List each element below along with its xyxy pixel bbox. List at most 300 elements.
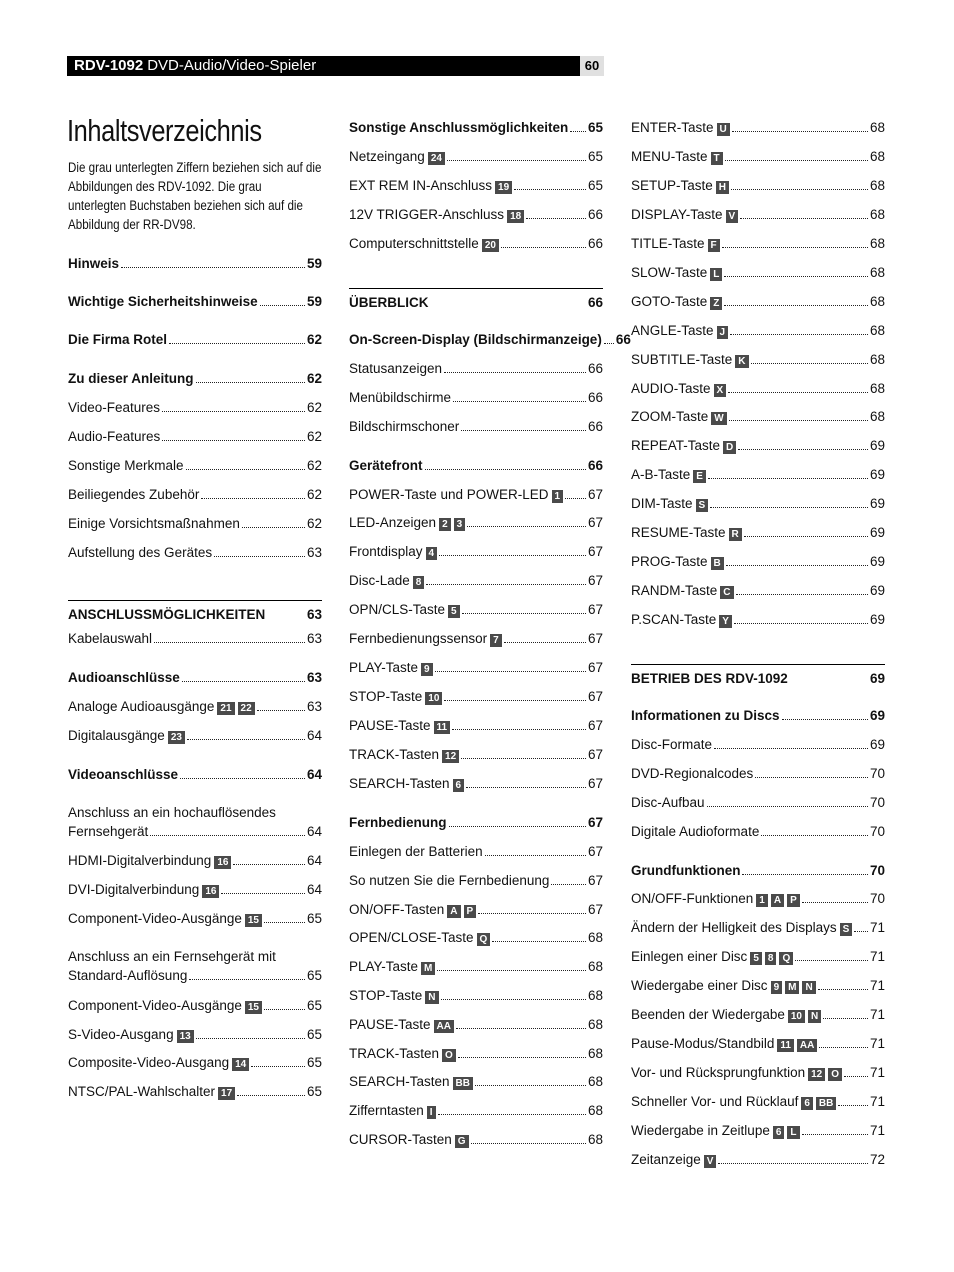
toc-entry-title: Beenden der Wiedergabe — [631, 1007, 785, 1022]
toc-page-number: 69 — [869, 525, 885, 540]
toc-page-number: 68 — [587, 1046, 603, 1061]
dot-leader — [467, 526, 586, 527]
dot-leader — [722, 247, 868, 248]
dot-leader — [251, 1066, 305, 1067]
toc-entry-title: Grundfunktionen — [631, 863, 741, 878]
dot-leader — [475, 1085, 586, 1086]
figure-reference-badge: 11 — [777, 1039, 794, 1052]
toc-page-number: 64 — [306, 728, 322, 743]
toc-entry[interactable] — [68, 331, 322, 349]
toc-entry[interactable] — [631, 119, 885, 137]
model-name: RDV-1092 — [74, 57, 144, 74]
dot-leader — [453, 401, 586, 402]
toc-page-number: 59 — [306, 294, 322, 309]
dot-leader — [196, 1038, 305, 1039]
toc-entry-title: Videoanschlüsse — [68, 767, 179, 782]
toc-entry[interactable] — [349, 688, 603, 706]
toc-entry[interactable] — [349, 987, 603, 1005]
dot-leader — [844, 1076, 868, 1077]
figure-reference-badge: 12 — [808, 1068, 825, 1081]
toc-entry-title: DVI-Digitalverbindung — [68, 882, 200, 897]
toc-entry[interactable] — [68, 630, 322, 648]
toc-entry[interactable] — [631, 1122, 885, 1140]
toc-page-number: 69 — [869, 612, 885, 627]
figure-reference-badge: AA — [434, 1020, 454, 1033]
toc-entry[interactable] — [631, 582, 885, 600]
dot-leader — [462, 613, 586, 614]
figure-reference-badge: 6 — [453, 779, 465, 792]
toc-page-number: 68 — [587, 1103, 603, 1118]
toc-page-number: 66 — [587, 236, 603, 251]
figure-reference-badge: L — [710, 268, 722, 281]
toc-page-number: 69 — [869, 583, 885, 598]
toc-page-number: 62 — [306, 332, 322, 347]
toc-entry[interactable] — [349, 331, 631, 349]
toc-page-number: 70 — [869, 824, 885, 839]
toc-entry[interactable] — [349, 1131, 603, 1149]
dot-leader — [154, 642, 305, 643]
toc-entry-title: Disc-Aufbau — [631, 795, 705, 810]
header-subtitle: DVD-Audio/Video-Spieler — [147, 57, 317, 74]
figure-reference-badge: 21 — [217, 702, 234, 715]
dot-leader — [242, 527, 305, 528]
toc-entry[interactable] — [349, 872, 603, 890]
toc-entry[interactable] — [349, 843, 603, 861]
toc-page-number: 62 — [306, 487, 322, 502]
toc-entry[interactable] — [631, 322, 885, 340]
toc-entry[interactable] — [349, 543, 603, 561]
toc-page-number: 66 — [587, 207, 603, 222]
toc-entry-title: Anschluss an ein Fernsehgerät mit — [68, 949, 276, 964]
toc-page-number: 68 — [869, 352, 885, 367]
toc-entry[interactable] — [349, 177, 603, 195]
toc-page-number: 62 — [306, 458, 322, 473]
figure-reference-badge: L — [787, 1126, 799, 1139]
figure-reference-badge: O — [828, 1068, 842, 1081]
toc-entry[interactable] — [68, 948, 322, 986]
dot-leader — [729, 420, 868, 421]
dot-leader — [514, 189, 586, 190]
toc-entry-title: MENU-Taste — [631, 149, 708, 164]
page-title: Inhaltsverzeichnis — [67, 113, 262, 148]
toc-entry-title: PAUSE-Taste — [349, 718, 431, 733]
toc-entry-title: Sonstige Anschlussmöglichkeiten — [349, 120, 569, 135]
toc-page-number: 63 — [306, 545, 322, 560]
dot-leader — [189, 979, 305, 980]
toc-entry-title: DIM-Taste — [631, 496, 693, 511]
figure-reference-badge: M — [785, 981, 799, 994]
dot-leader — [186, 469, 305, 470]
toc-entry-title: Audio-Features — [68, 429, 161, 444]
toc-entry[interactable] — [349, 775, 603, 793]
toc-entry[interactable] — [631, 765, 885, 783]
dot-leader — [802, 1134, 868, 1135]
figure-reference-badge: BB — [816, 1097, 836, 1110]
toc-entry[interactable] — [631, 611, 885, 629]
dot-leader — [437, 970, 586, 971]
toc-entry-title: Fernbedienungssensor — [349, 631, 488, 646]
toc-entry[interactable] — [349, 119, 603, 137]
toc-page-number: 67 — [587, 902, 603, 917]
dot-leader — [237, 1095, 305, 1096]
figure-reference-badge: E — [693, 470, 706, 483]
toc-entry-title: Menübildschirme — [349, 390, 452, 405]
toc-page-number: 64 — [306, 824, 322, 839]
toc-page-number: 65 — [306, 1027, 322, 1042]
toc-page-number: 68 — [587, 1074, 603, 1089]
page-number: 60 — [580, 56, 604, 76]
toc-entry-title: Wiedergabe einer Disc — [631, 978, 768, 993]
toc-entry-title: SUBTITLE-Taste — [631, 352, 733, 367]
figure-reference-badge: 8 — [765, 952, 777, 965]
toc-page-number: 65 — [306, 968, 322, 983]
toc-page-number: 63 — [306, 670, 322, 685]
toc-entry[interactable] — [631, 293, 885, 311]
toc-entry[interactable] — [68, 457, 322, 475]
toc-entry[interactable] — [349, 1073, 603, 1091]
toc-entry[interactable] — [631, 823, 885, 841]
toc-entry-title: Disc-Formate — [631, 737, 713, 752]
toc-entry[interactable] — [349, 148, 603, 166]
toc-entry[interactable] — [631, 148, 885, 166]
toc-entry[interactable] — [349, 235, 603, 253]
toc-page-number: 69 — [869, 554, 885, 569]
toc-page-number: 65 — [587, 120, 603, 135]
toc-entry-title: PAUSE-Taste — [349, 1017, 431, 1032]
toc-entry[interactable] — [631, 177, 885, 195]
toc-entry[interactable] — [68, 727, 322, 745]
toc-entry[interactable] — [349, 486, 603, 504]
toc-entry[interactable] — [631, 1064, 885, 1082]
toc-entry-title: Disc-Lade — [349, 573, 410, 588]
toc-section-heading[interactable] — [68, 600, 322, 626]
toc-entry[interactable] — [349, 601, 603, 619]
dot-leader — [718, 1163, 868, 1164]
toc-entry-title: Digitalausgänge — [68, 728, 165, 743]
toc-entry[interactable] — [349, 1102, 603, 1120]
dot-leader — [471, 1143, 586, 1144]
figure-reference-badge: BB — [453, 1077, 473, 1090]
dot-leader — [823, 1018, 868, 1019]
figure-reference-badge: Q — [779, 952, 793, 965]
figure-reference-badge: P — [787, 894, 800, 907]
toc-entry[interactable] — [349, 514, 603, 532]
toc-entry-title: TRACK-Tasten — [349, 747, 440, 762]
toc-page-number: 62 — [306, 516, 322, 531]
dot-leader — [196, 382, 305, 383]
dot-leader — [501, 247, 586, 248]
toc-entry[interactable] — [349, 929, 603, 947]
toc-page-number: 64 — [306, 767, 322, 782]
toc-entry[interactable] — [631, 553, 885, 571]
toc-page-number: 68 — [869, 236, 885, 251]
toc-page-number: 69 — [869, 438, 885, 453]
toc-entry-title: Bildschirmschoner — [349, 419, 460, 434]
toc-page-number: 65 — [587, 149, 603, 164]
figure-reference-badge: 11 — [434, 721, 451, 734]
toc-entry-title: Digitale Audioformate — [631, 824, 760, 839]
toc-entry-title: ZOOM-Taste — [631, 409, 709, 424]
figure-reference-badge: 4 — [426, 547, 438, 560]
dot-leader — [257, 710, 305, 711]
toc-page-number: 67 — [587, 487, 603, 502]
toc-entry[interactable] — [68, 486, 322, 504]
toc-entry[interactable] — [349, 814, 603, 832]
figure-reference-badge: 20 — [482, 239, 499, 252]
dot-leader — [478, 913, 586, 914]
toc-entry-title: Gerätefront — [349, 458, 423, 473]
toc-page-number: 69 — [869, 708, 885, 723]
figure-reference-badge: 15 — [245, 1001, 262, 1014]
dot-leader — [526, 218, 586, 219]
toc-entry[interactable] — [631, 524, 885, 542]
toc-entry[interactable] — [631, 495, 885, 513]
figure-reference-badge: 16 — [214, 856, 231, 869]
toc-entry-title: PLAY-Taste — [349, 959, 419, 974]
figure-reference-badge: Z — [710, 297, 722, 310]
toc-entry[interactable] — [631, 794, 885, 812]
figure-reference-badge: 9 — [421, 663, 433, 676]
toc-entry[interactable] — [631, 862, 885, 880]
toc-entry[interactable] — [349, 389, 603, 407]
dot-leader — [751, 363, 868, 364]
toc-entry[interactable] — [349, 457, 603, 475]
figure-reference-badge: T — [711, 152, 723, 165]
toc-entry[interactable] — [68, 804, 322, 842]
dot-leader — [233, 864, 305, 865]
toc-page-number: 68 — [587, 988, 603, 1003]
toc-entry-title: POWER-Taste und POWER-LED — [349, 487, 549, 502]
page-header — [67, 56, 604, 76]
toc-entry-title: Component-Video-Ausgänge — [68, 911, 242, 926]
toc-entry[interactable] — [349, 360, 603, 378]
dot-leader — [444, 372, 586, 373]
toc-entry[interactable] — [68, 698, 322, 716]
toc-page-number: 67 — [587, 544, 603, 559]
toc-entry[interactable] — [631, 235, 885, 253]
dot-leader — [730, 334, 868, 335]
toc-entry-title: Video-Features — [68, 400, 161, 415]
toc-entry-title: SLOW-Taste — [631, 265, 708, 280]
toc-entry[interactable] — [68, 544, 322, 562]
toc-page-number: 67 — [587, 631, 603, 646]
figure-reference-badge: 1 — [756, 894, 768, 907]
dot-leader — [221, 893, 305, 894]
toc-entry-title: SETUP-Taste — [631, 178, 713, 193]
toc-entry[interactable] — [68, 1026, 322, 1044]
toc-page-number: 68 — [869, 323, 885, 338]
dot-leader — [570, 131, 586, 132]
toc-entry[interactable] — [631, 408, 885, 426]
toc-entry[interactable] — [68, 766, 322, 784]
toc-page-number: 67 — [587, 747, 603, 762]
dot-leader — [466, 787, 586, 788]
toc-entry[interactable] — [68, 255, 322, 273]
figure-reference-badge: Q — [477, 933, 491, 946]
toc-entry[interactable] — [349, 572, 603, 590]
toc-page-number: 70 — [869, 795, 885, 810]
toc-entry-title: Vor- und Rücksprungfunktion — [631, 1065, 806, 1080]
dot-leader — [162, 440, 305, 441]
toc-page-number: 65 — [306, 1055, 322, 1070]
toc-page-number: 69 — [869, 671, 885, 686]
toc-entry[interactable] — [631, 948, 885, 966]
dot-leader — [439, 555, 586, 556]
toc-entry[interactable] — [631, 890, 885, 908]
toc-entry[interactable] — [631, 351, 885, 369]
toc-page-number: 69 — [869, 467, 885, 482]
toc-entry[interactable] — [631, 1151, 885, 1169]
dot-leader — [438, 1114, 586, 1115]
toc-page-number: 72 — [869, 1152, 885, 1167]
dot-leader — [551, 884, 586, 885]
toc-entry[interactable] — [631, 264, 885, 282]
dot-leader — [802, 902, 868, 903]
toc-page-number: 62 — [306, 371, 322, 386]
figure-reference-badge: D — [723, 441, 736, 454]
toc-page-number: 67 — [587, 718, 603, 733]
toc-entry-title: Zeitanzeige — [631, 1152, 701, 1167]
toc-entry-title: Computerschnittstelle — [349, 236, 479, 251]
figure-reference-badge: U — [717, 123, 730, 136]
toc-entry[interactable] — [68, 852, 322, 870]
toc-entry-title: A-B-Taste — [631, 467, 691, 482]
toc-page-number: 63 — [306, 631, 322, 646]
toc-entry-title: PROG-Taste — [631, 554, 708, 569]
dot-leader — [444, 700, 586, 701]
toc-entry-title: ENTER-Taste — [631, 120, 714, 135]
toc-entry[interactable] — [349, 901, 603, 919]
toc-entry[interactable] — [349, 206, 603, 224]
toc-entry[interactable] — [631, 707, 885, 725]
toc-entry-title: Zifferntasten — [349, 1103, 424, 1118]
toc-entry[interactable] — [631, 437, 885, 455]
toc-entry[interactable] — [68, 669, 322, 687]
toc-page-number: 68 — [869, 265, 885, 280]
toc-entry-title: RANDM-Taste — [631, 583, 718, 598]
figure-reference-badge: R — [729, 528, 742, 541]
toc-page-number: 68 — [869, 149, 885, 164]
figure-reference-badge: 12 — [442, 750, 459, 763]
toc-entry[interactable] — [631, 380, 885, 398]
dot-leader — [740, 218, 868, 219]
toc-entry-title: Analoge Audioausgänge — [68, 699, 215, 714]
figure-reference-badge: 7 — [490, 634, 502, 647]
toc-page-number: 63 — [306, 699, 322, 714]
toc-entry[interactable] — [349, 1045, 603, 1063]
toc-page-number: 68 — [869, 381, 885, 396]
dot-leader — [169, 343, 305, 344]
dot-leader — [725, 160, 868, 161]
dot-leader — [761, 835, 868, 836]
toc-entry[interactable] — [349, 717, 603, 735]
toc-entry[interactable] — [68, 1054, 322, 1072]
toc-page-number: 59 — [306, 256, 322, 271]
toc-entry[interactable] — [68, 1083, 322, 1101]
toc-page-number: 67 — [587, 815, 603, 830]
dot-leader — [182, 681, 305, 682]
toc-entry[interactable] — [631, 1035, 885, 1053]
dot-leader — [707, 806, 868, 807]
toc-entry-title: ON/OFF-Tasten — [349, 902, 445, 917]
toc-page-number: 67 — [587, 844, 603, 859]
toc-entry-title: OPN/CLS-Taste — [349, 602, 446, 617]
toc-entry[interactable] — [68, 515, 322, 533]
toc-entry[interactable] — [349, 958, 603, 976]
toc-entry-title: Schneller Vor- und Rücklauf — [631, 1094, 799, 1109]
toc-entry[interactable] — [349, 418, 603, 436]
figure-reference-badge: P — [464, 905, 477, 918]
toc-page-number: 67 — [587, 689, 603, 704]
toc-entry[interactable] — [68, 428, 322, 446]
toc-entry-title: DISPLAY-Taste — [631, 207, 723, 222]
toc-page-number: 70 — [869, 766, 885, 781]
toc-entry-title: Informationen zu Discs — [631, 708, 780, 723]
toc-entry[interactable] — [631, 1093, 885, 1111]
figure-reference-badge: 23 — [168, 731, 185, 744]
dot-leader — [854, 931, 868, 932]
toc-page-number: 68 — [869, 120, 885, 135]
dot-leader — [441, 999, 586, 1000]
toc-entry[interactable] — [68, 881, 322, 899]
figure-reference-badge: C — [720, 586, 733, 599]
toc-entry-title-cont: Standard-Auflösung — [68, 968, 188, 983]
toc-section-heading[interactable] — [349, 288, 603, 314]
toc-page-number: 68 — [587, 959, 603, 974]
toc-page-number: 68 — [869, 409, 885, 424]
toc-entry[interactable] — [631, 977, 885, 995]
toc-entry[interactable] — [631, 1006, 885, 1024]
toc-page-number: 71 — [869, 1065, 885, 1080]
dot-leader — [150, 835, 305, 836]
toc-entry[interactable] — [631, 736, 885, 754]
toc-entry[interactable] — [631, 206, 885, 224]
toc-entry[interactable] — [631, 466, 885, 484]
figure-reference-badge: F — [708, 239, 720, 252]
dot-leader — [726, 565, 868, 566]
dot-leader — [121, 267, 305, 268]
toc-entry-title: Component-Video-Ausgänge — [68, 998, 242, 1013]
toc-entry[interactable] — [349, 659, 603, 677]
toc-entry[interactable] — [68, 997, 322, 1015]
toc-entry[interactable] — [349, 1016, 603, 1034]
toc-entry-title: Statusanzeigen — [349, 361, 443, 376]
figure-reference-badge: V — [704, 1155, 717, 1168]
toc-page-number: 66 — [587, 458, 603, 473]
figure-reference-badge: 5 — [448, 605, 460, 618]
toc-page-number: 71 — [869, 1123, 885, 1138]
toc-entry[interactable] — [349, 746, 603, 764]
figure-reference-badge: K — [735, 355, 748, 368]
toc-entry[interactable] — [631, 919, 885, 937]
toc-entry[interactable] — [68, 399, 322, 417]
toc-section-heading[interactable] — [631, 664, 885, 690]
intro-text: Die grau unterlegten Ziffern beziehen sich auf die Abbildungen des RDV-1092. Die grau unterlegten Buchstaben beziehen sich auf die Abbildung der RR-DV98. — [68, 160, 322, 232]
toc-entry[interactable] — [68, 370, 322, 388]
figure-reference-badge: H — [716, 181, 729, 194]
dot-leader — [452, 729, 586, 730]
toc-entry[interactable] — [68, 910, 322, 928]
toc-page-number: 68 — [587, 1132, 603, 1147]
figure-reference-badge: 3 — [454, 518, 466, 531]
toc-entry-title: CURSOR-Tasten — [349, 1132, 452, 1147]
toc-entry[interactable] — [68, 293, 322, 311]
figure-reference-badge: X — [714, 384, 727, 397]
dot-leader — [565, 498, 586, 499]
toc-page-number: 71 — [869, 949, 885, 964]
toc-entry-title: Einlegen der Batterien — [349, 844, 483, 859]
toc-entry[interactable] — [349, 630, 603, 648]
